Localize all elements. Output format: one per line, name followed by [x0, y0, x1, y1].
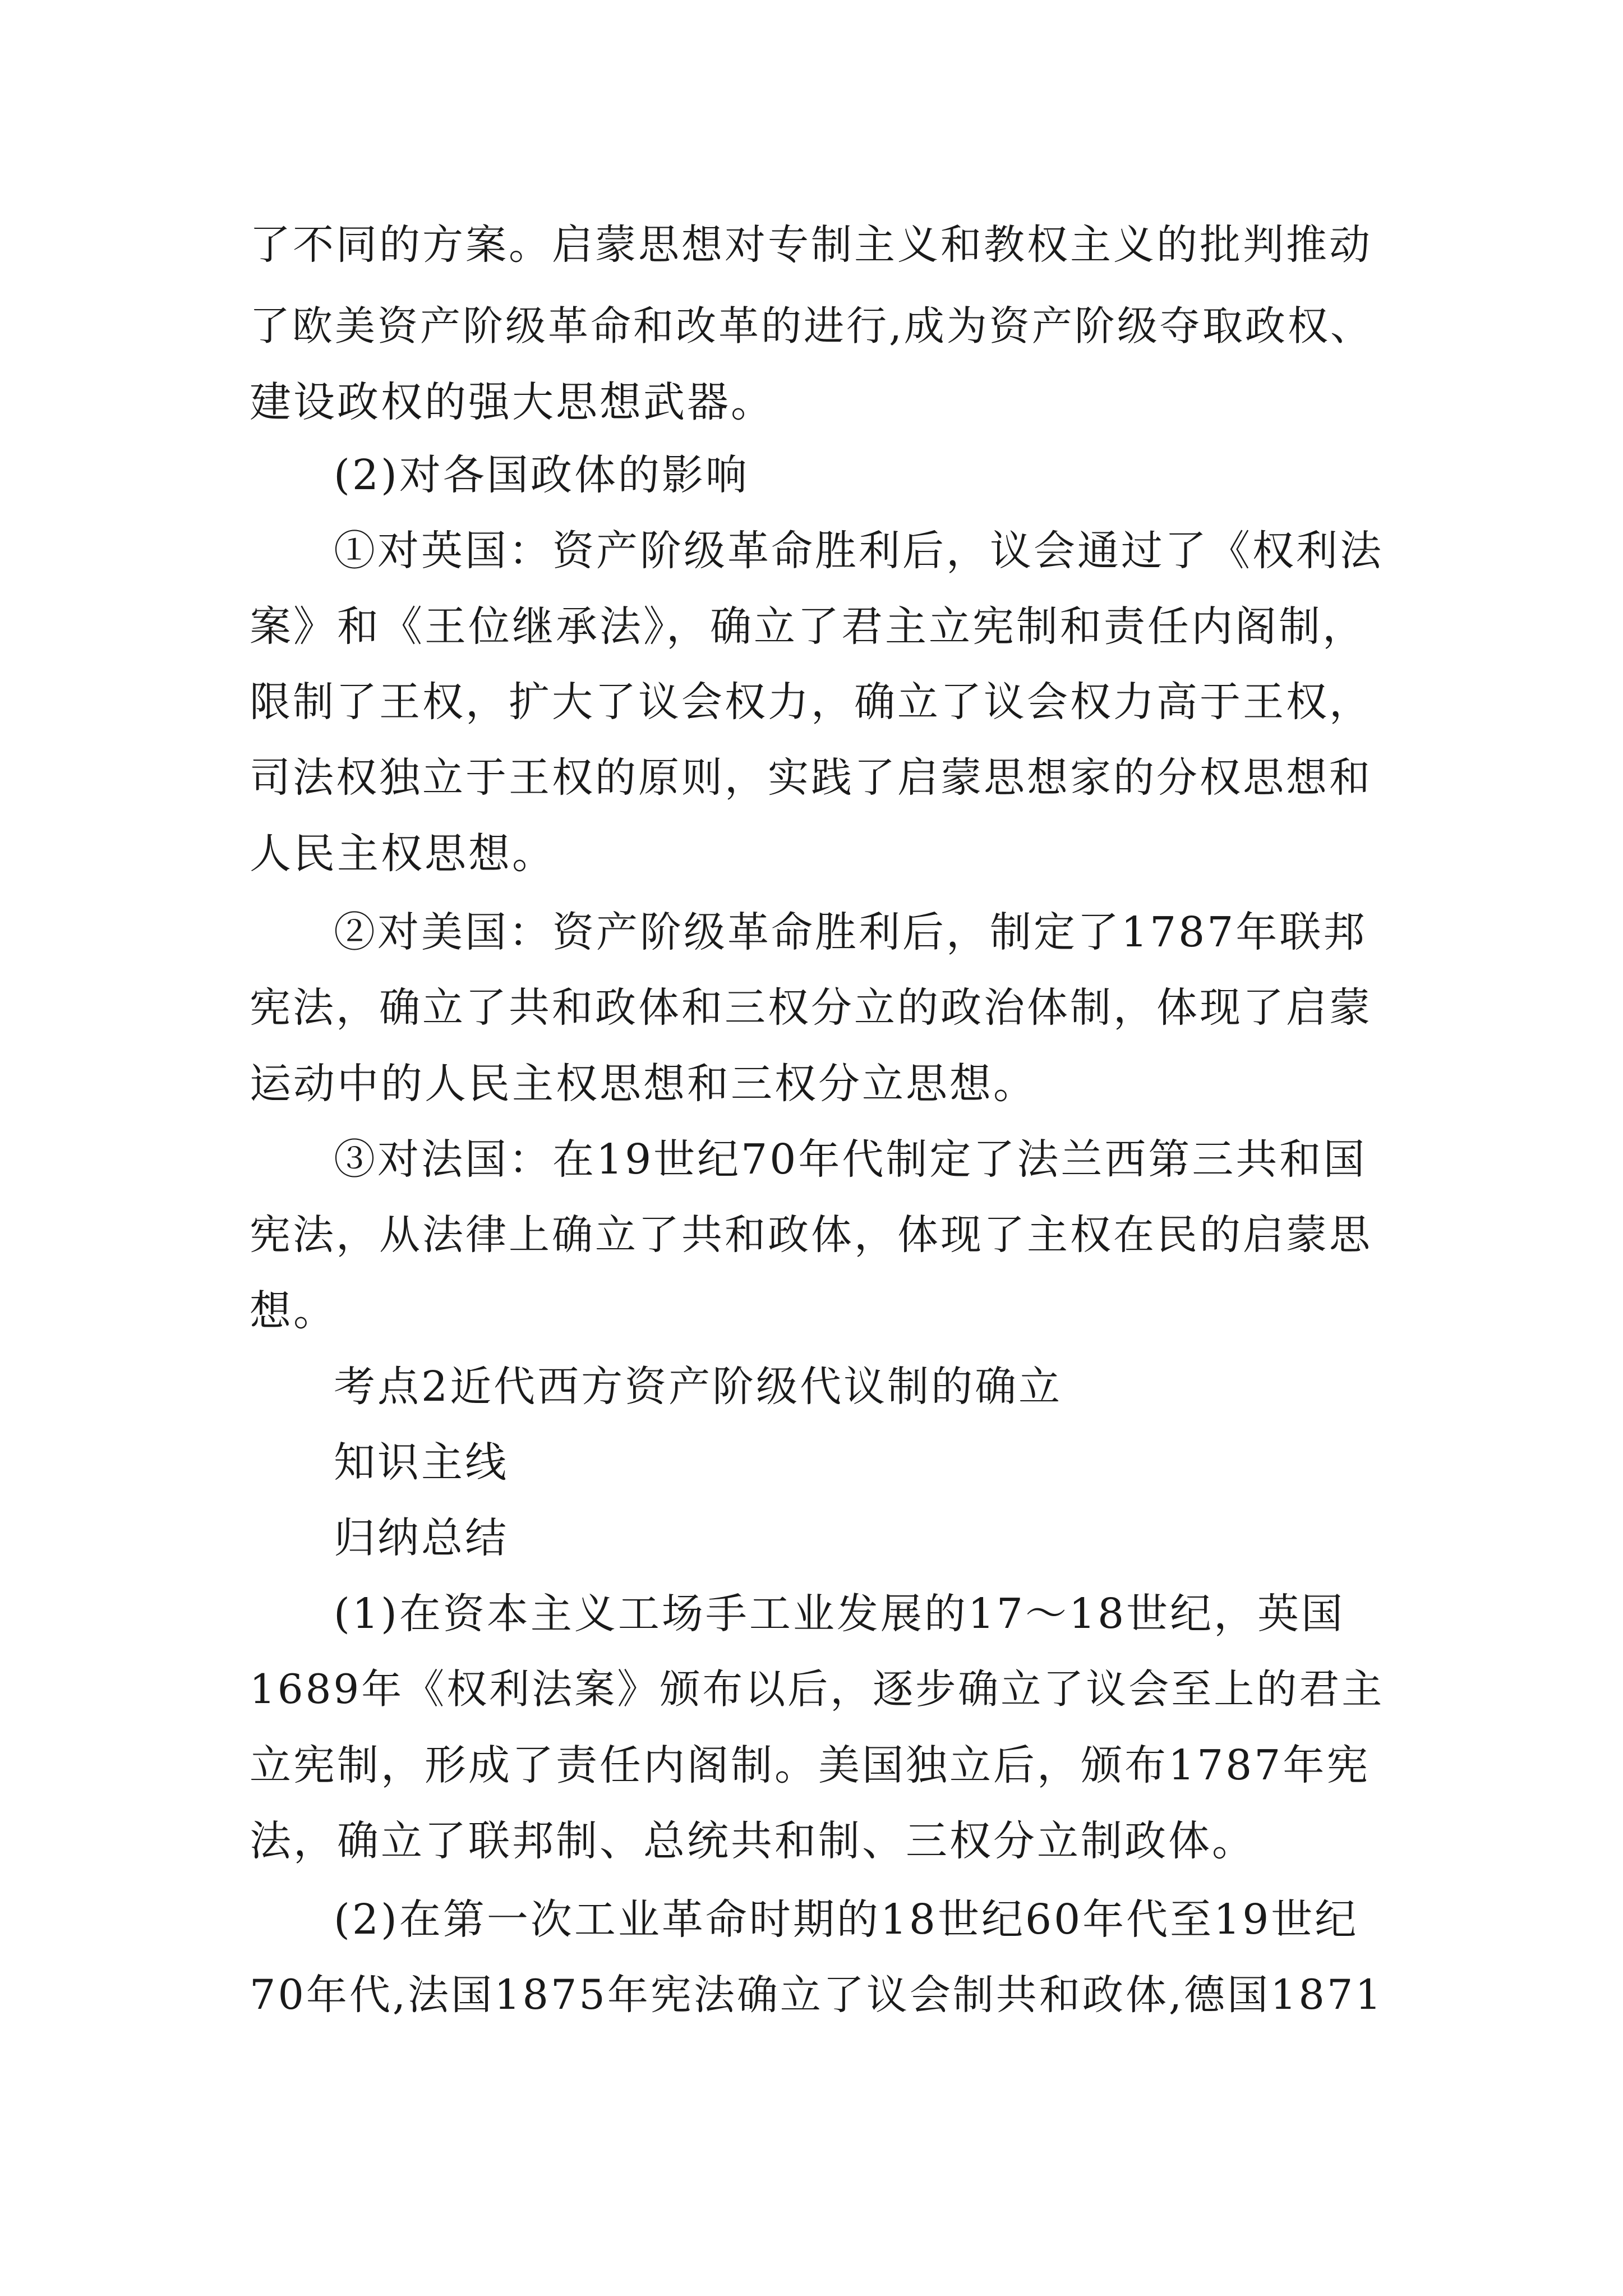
- section-heading: (2)对各国政体的影响: [334, 451, 749, 499]
- text-line: 限制了王权，扩大了议会权力，确立了议会权力高于王权，: [250, 678, 1372, 726]
- text-line: ③对法国：在19世纪70年代制定了法兰西第三共和国: [334, 1135, 1367, 1184]
- section-heading: 考点2近代西方资产阶级代议制的确立: [334, 1363, 1063, 1411]
- text-line: 法，确立了联邦制、总统共和制、三权分立制政体。: [250, 1817, 1256, 1865]
- text-line: 70年代,法国1875年宪法确立了议会制共和政体,德国1871: [250, 1971, 1384, 2019]
- text-line: 建设政权的强大思想武器。: [250, 378, 774, 426]
- text-line: 司法权独立于王权的原则，实践了启蒙思想家的分权思想和: [250, 754, 1372, 802]
- text-line: 宪法，从法律上确立了共和政体，体现了主权在民的启蒙思: [250, 1211, 1372, 1259]
- subheading: 知识主线: [334, 1438, 509, 1487]
- text-line: 运动中的人民主权思想和三权分立思想。: [250, 1060, 1037, 1108]
- text-line: 人民主权思想。: [250, 830, 556, 878]
- text-line: ②对美国：资产阶级革命胜利后，制定了1787年联邦: [334, 908, 1367, 956]
- text-line: 了不同的方案。启蒙思想对专制主义和教权主义的批判推动: [250, 221, 1372, 269]
- text-line: 案》和《王位继承法》，确立了君主立宪制和责任内阁制，: [250, 602, 1366, 651]
- text-line: 想。: [250, 1287, 337, 1335]
- text-line: 立宪制，形成了责任内阁制。美国独立后，颁布1787年宪: [250, 1741, 1371, 1789]
- subheading: 归纳总结: [334, 1514, 509, 1562]
- text-line: 宪法，确立了共和政体和三权分立的政治体制，体现了启蒙: [250, 984, 1372, 1032]
- text-line: (1)在资本主义工场手工业发展的17～18世纪，英国: [334, 1590, 1345, 1638]
- text-line: (2)在第一次工业革命时期的18世纪60年代至19世纪: [334, 1895, 1359, 1944]
- text-line: 1689年《权利法案》颁布以后，逐步确立了议会至上的君主: [250, 1665, 1385, 1713]
- text-line: ①对英国：资产阶级革命胜利后，议会通过了《权利法: [334, 527, 1384, 575]
- text-line: 了欧美资产阶级革命和改革的进行,成为资产阶级夺取政权、: [250, 302, 1373, 349]
